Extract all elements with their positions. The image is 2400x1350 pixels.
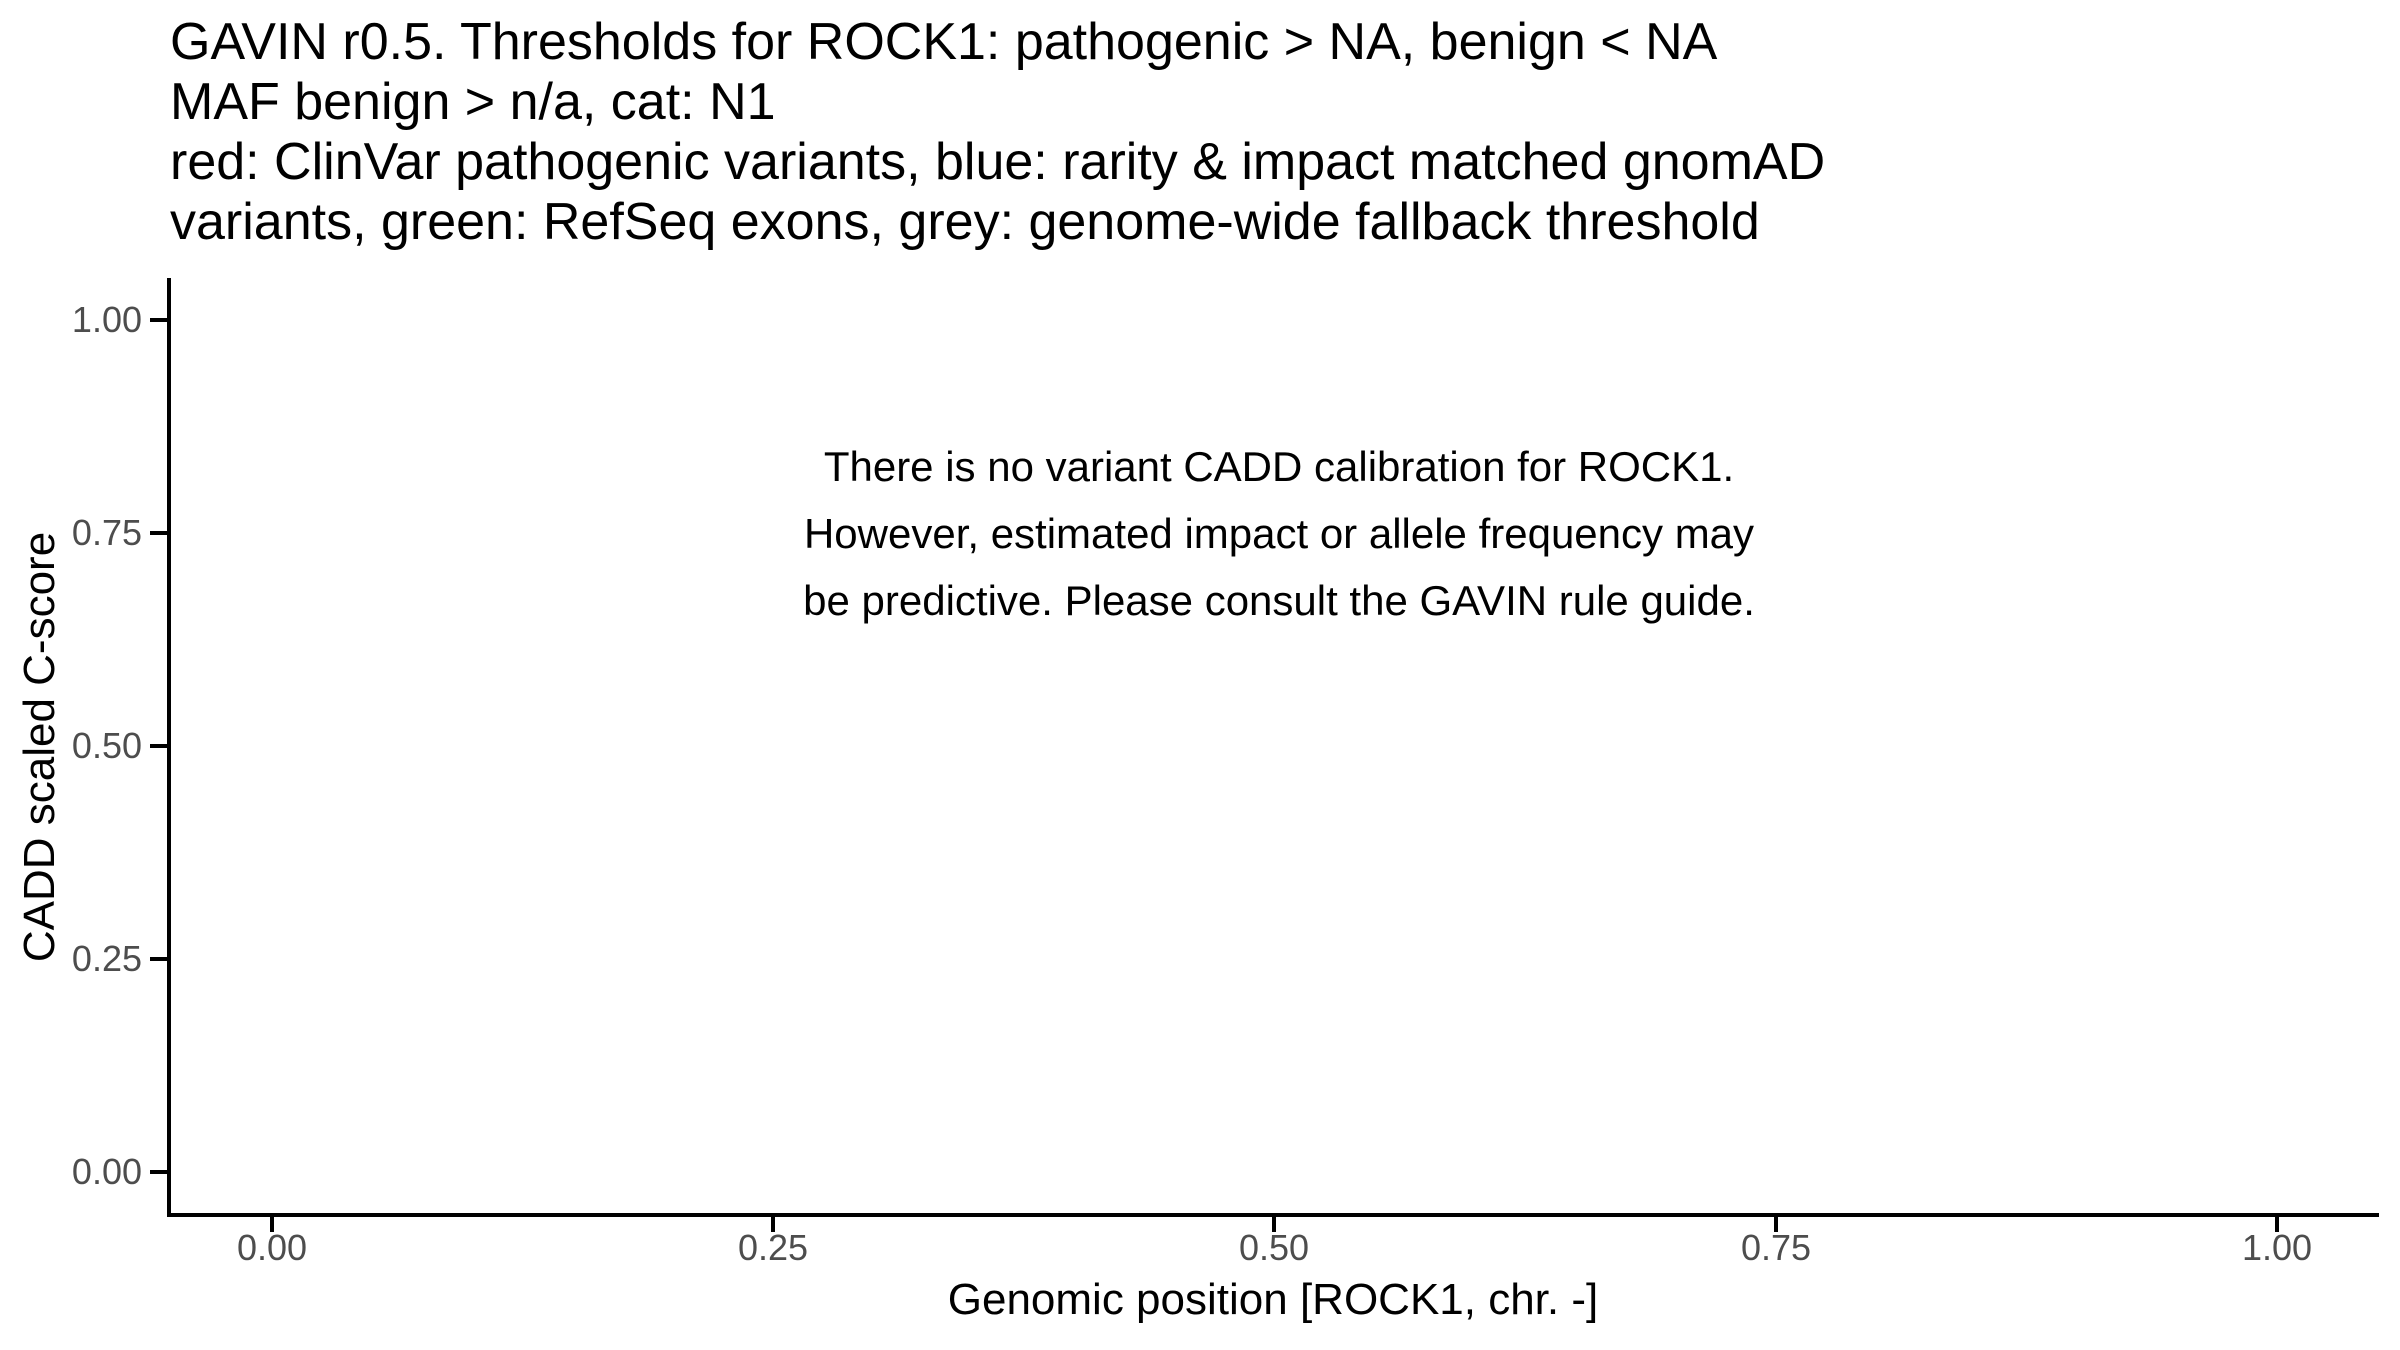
plot-title-line-4: variants, green: RefSeq exons, grey: genome-wide fallback threshold (170, 193, 1760, 251)
annotation-line-3: be predictive. Please consult the GAVIN rule guide. (803, 577, 1755, 624)
plot-title-line-1: GAVIN r0.5. Thresholds for ROCK1: pathogenic > NA, benign < NA (170, 13, 1718, 71)
plot-title (170, 12, 1825, 252)
x-tick-label: 0.50 (1238, 1227, 1310, 1268)
y-tick-label: 0.75 (71, 512, 142, 553)
y-tick-mark (150, 531, 168, 535)
x-tick-label: 0.25 (737, 1227, 809, 1268)
y-tick-label: 0.00 (71, 1151, 142, 1192)
y-tick-label: 1.00 (71, 299, 142, 340)
y-tick-mark (150, 1170, 168, 1174)
y-tick-mark (150, 744, 168, 748)
y-tick-label: 0.25 (71, 938, 142, 979)
plot-title-line-2: MAF benign > n/a, cat: N1 (170, 73, 776, 131)
y-tick-mark (150, 957, 168, 961)
annotation-line-2: However, estimated impact or allele frequency may (803, 510, 1755, 557)
x-tick-label: 1.00 (2241, 1227, 2313, 1268)
y-tick-mark (150, 318, 168, 322)
x-tick-label: 0.00 (236, 1227, 308, 1268)
y-axis-title: CADD scaled C-score (15, 531, 64, 963)
no-calibration-annotation (274, 433, 2284, 634)
x-axis-title: Genomic position [ROCK1, chr. -] (947, 1275, 1599, 1324)
plot-title-line-3: red: ClinVar pathogenic variants, blue: rarity & impact matched gnomAD (170, 133, 1826, 191)
y-tick-label: 0.50 (71, 725, 142, 766)
x-tick-label: 0.75 (1740, 1227, 1812, 1268)
annotation-line-1: There is no variant CADD calibration for ROCK1. (823, 443, 1735, 490)
